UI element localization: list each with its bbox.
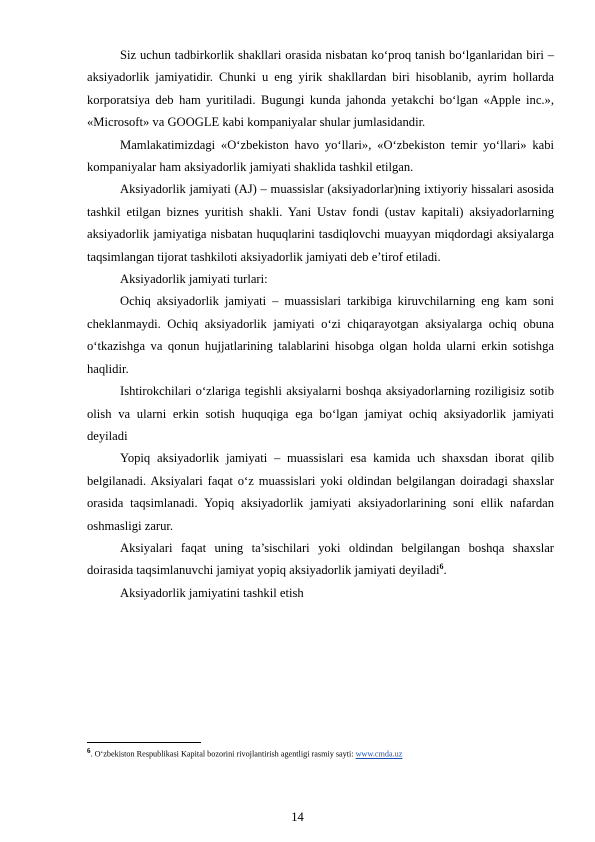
paragraph-open-jsc-participants xyxy=(87,380,554,447)
paragraph-national-companies xyxy=(87,134,554,179)
footnote-divider xyxy=(87,742,201,743)
paragraph-text: Ochiq aksiyadorlik jamiyati – muassislari tarkibiga kiruvchilarning eng kam soni cheklanmaydi. Ochiq aksiyadorlik jamiyati o‘zi chiqarayotgan aksiyalarga ochiq obuna o‘tkazishga va qonun hujjatlarining talablarini hisobga olgan holda ularni erkin sotishga haqlidir. xyxy=(87,294,554,376)
paragraph-open-jsc xyxy=(87,290,554,380)
paragraph-definition xyxy=(87,178,554,268)
paragraph-closed-jsc-definition xyxy=(87,537,554,582)
footnote-link[interactable]: www.cmda.uz xyxy=(355,749,403,759)
paragraph-intro xyxy=(87,44,554,134)
paragraph-text: Ishtirokchilari o‘zlariga tegishli aksiyalarni boshqa aksiyadorlarning roziligisiz sotib olish va ularni erkin sotish huquqiga ega bo‘lgan jamiyat ochiq aksiyadorlik jamiyati deyiladi xyxy=(87,384,554,443)
footnote-text: . O‘zbekiston Respublikasi Kapital bozorini rivojlantirish agentligi rasmiy sayti: xyxy=(90,749,356,759)
paragraph-closed-jsc xyxy=(87,447,554,537)
footnote xyxy=(87,745,557,761)
paragraph-text: Siz uchun tadbirkorlik shakllari orasida nisbatan ko‘proq tanish bo‘lganlaridan biri – aksiyadorlik jamiyatidir. Chunki u eng yirik shakllardan biri hisoblanib, ayrim hollarda korporatsiya deb ham yuritiladi. Bugungi kunda jahonda yetakchi bo‘lgan «Apple inc.», «Microsoft» va GOOGLE kabi kompaniyalar shular jumlasidandir. xyxy=(87,48,554,130)
paragraph-establishment-heading xyxy=(87,582,554,604)
paragraph-types-heading xyxy=(87,268,554,290)
paragraph-text: Mamlakatimizdagi «O‘zbekiston havo yo‘llari», «O‘zbekiston temir yo‘llari» kabi kompaniyalar ham aksiyadorlik jamiyati shaklida tashkil etilgan. xyxy=(87,137,554,175)
paragraph-text: Aksiyadorlik jamiyati (AJ) – muassislar (aksiyadorlar)ning ixtiyoriy hissalari asosida tashkil etilgan biznes yuritish shakli. Yani Ustav fondi (ustav kapitali) aksiyadorlarning aksiyadorlik jamiyatiga nisbatan huquqlarini tasdiqlovchi muayyan miqdordagi aksiyalarga taqsimlangan tijorat tashkiloti aksiyadorlik jamiyati deb e’tirof etiladi. xyxy=(87,182,554,264)
page-number: 14 xyxy=(291,810,304,824)
body-text xyxy=(87,44,554,604)
paragraph-text: Aksiyadorlik jamiyati turlari: xyxy=(120,272,268,287)
footnote-mark: 6 xyxy=(87,747,91,755)
paragraph-text: Yopiq aksiyadorlik jamiyati – muassislari esa kamida uch shaxsdan iborat qilib belgilanadi. Aksiyalari faqat o‘z muassislari yoki oldindan belgilangan doiradagi shaxslar orasida taqsimlanadi. Yopiq aksiyadorlik jamiyati aksiyadorlarining soni ellik nafardan oshmasligi zarur. xyxy=(87,451,554,533)
paragraph-text: Aksiyadorlik jamiyatini tashkil etish xyxy=(120,585,304,600)
footnote-reference[interactable]: 6 xyxy=(439,562,444,572)
paragraph-text: Aksiyalari faqat uning ta’sischilari yoki oldindan belgilangan boshqa shaxslar doirasida taqsimlanuvchi jamiyat yopiq aksiyadorlik jamiyati deyiladi xyxy=(87,540,554,578)
paragraph-end-punctuation: . xyxy=(443,563,447,578)
